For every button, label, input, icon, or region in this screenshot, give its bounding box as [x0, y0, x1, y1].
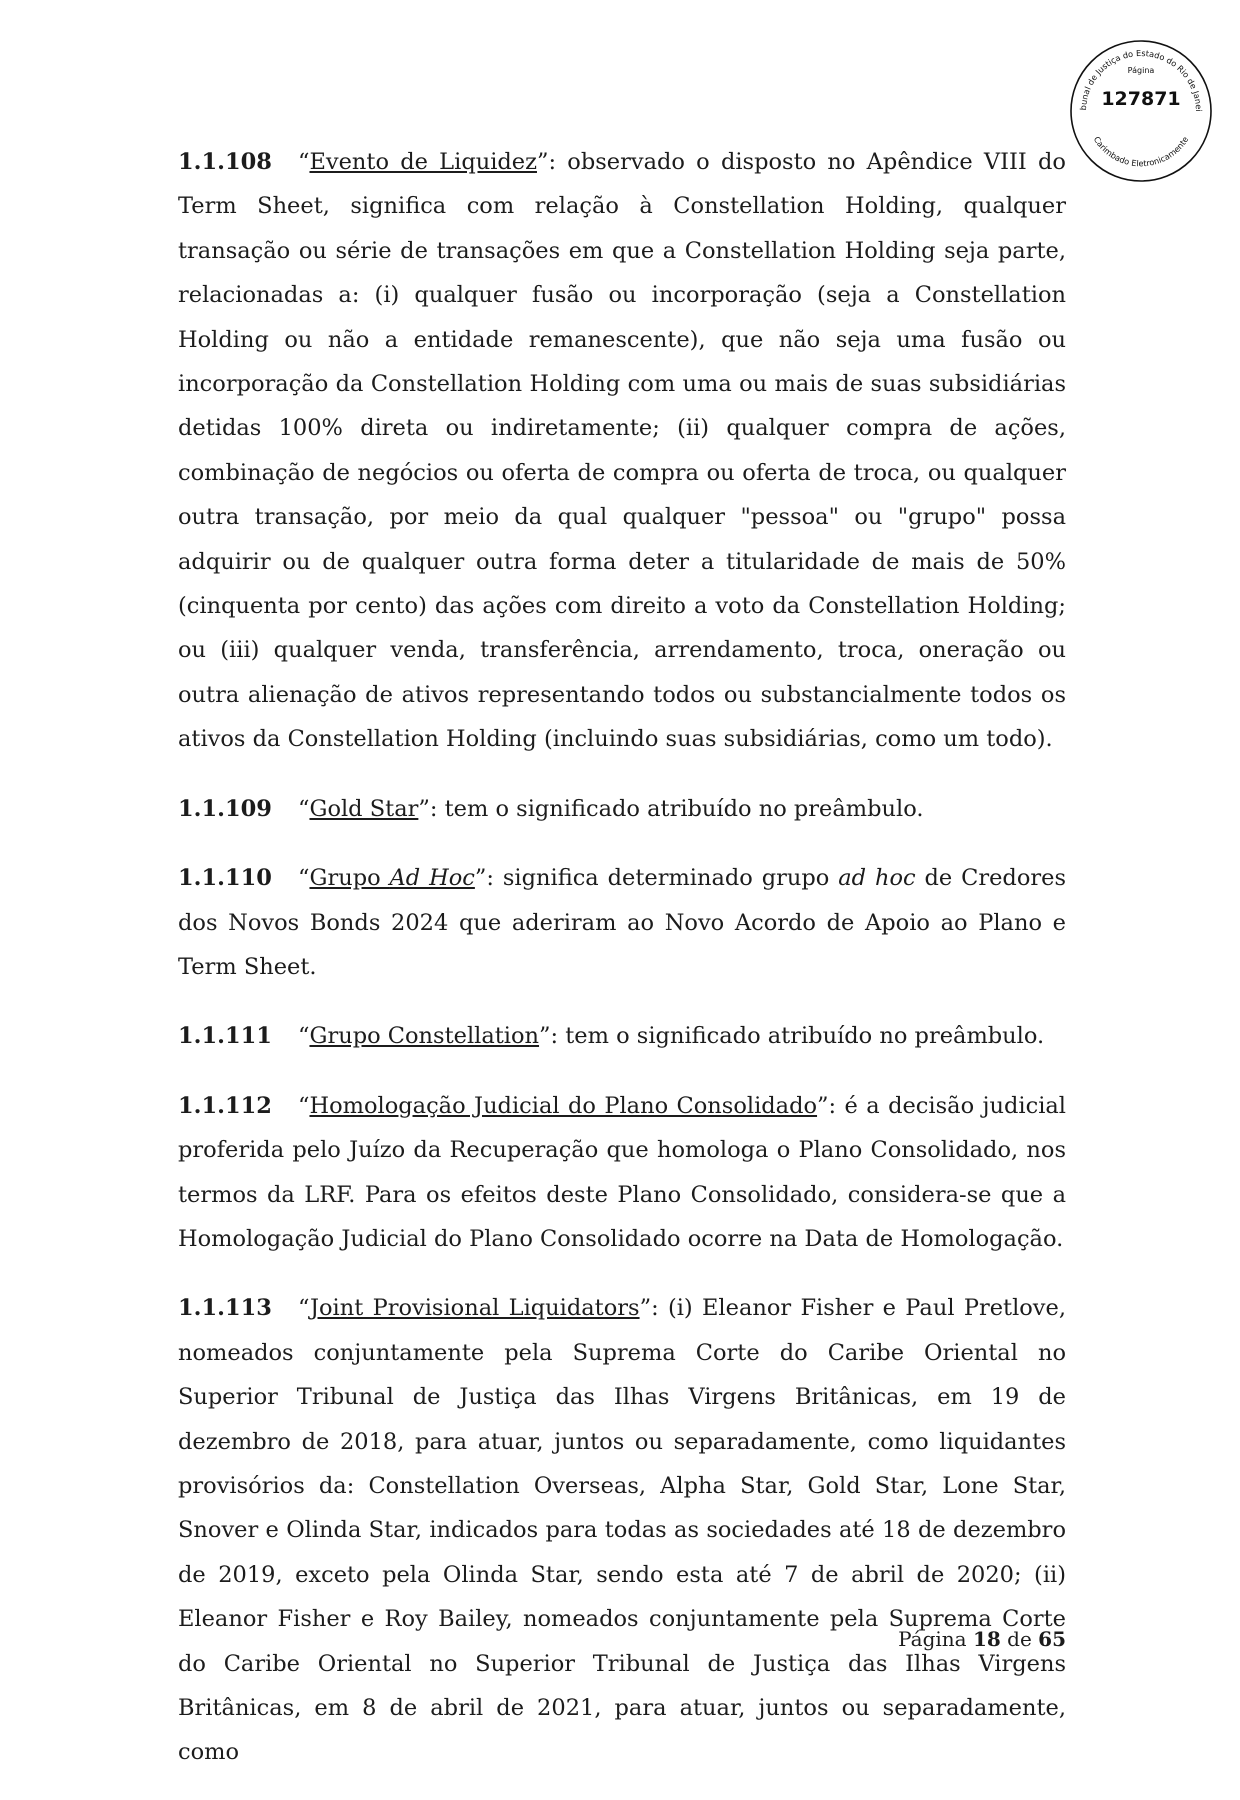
- clause-number: 1.1.111: [178, 1023, 272, 1050]
- clause-text: ”: é a decisão judicial proferida pelo Juízo da Recuperação que homologa o Plano Consolidado, nos termos da LRF. Para os efeitos deste Plano Consolidado, considera-se que a Homologação Judicial do Plano Consolidado ocorre na Data de Homologação.: [178, 1092, 1066, 1252]
- clause-number: 1.1.110: [178, 865, 272, 892]
- defined-term: [309, 865, 474, 891]
- defined-term: Gold Star: [309, 795, 419, 822]
- clause-number: 1.1.108: [178, 149, 272, 175]
- defined-term: Evento de Liquidez: [309, 149, 537, 175]
- stamp-label: Página: [1127, 66, 1155, 75]
- clause-text-after-italic: de Credores dos Novos Bonds 2024 que aderiram ao Novo Acordo de Apoio ao Plano e Term Sheet.: [178, 865, 1066, 980]
- clause-number: 1.1.112: [178, 1092, 272, 1119]
- clause-number: 1.1.113: [178, 1295, 272, 1322]
- open-quote: “: [297, 1023, 310, 1050]
- clause-number: 1.1.109: [178, 795, 272, 822]
- clause-text-before-italic: ”: significa determinado grupo: [474, 865, 839, 892]
- footer-current-page: 18: [972, 1627, 1001, 1651]
- footer-label: Página: [898, 1627, 967, 1651]
- court-stamp: [1066, 36, 1216, 186]
- stamp-seal-icon: [1066, 36, 1216, 186]
- clause-text: ”: (i) Eleanor Fisher e Paul Pretlove, nomeados conjuntamente pela Suprema Corte do Caribe Oriental no Superior Tribunal de Justiça das Ilhas Virgens Britânicas, em 19 de dezembro de 2018, para atuar, juntos ou separadamente, como liquidantes provisórios da: Constellation Overseas, Alpha Star, Gold Star, Lone Star, Snover e Olinda Star, indicados para todas as sociedades até 18 de dezembro de 2019, exceto pela Olinda Star, sendo esta até 7 de abril de 2020; (ii) Eleanor Fisher e Roy Bailey, nomeados conjuntamente pela Suprema Corte do Caribe Oriental no Superior Tribunal de Justiça das Ilhas Virgens Britânicas, em 8 de abril de 2021, para atuar, juntos ou separadamente, como: [178, 1295, 1066, 1766]
- page-footer: [898, 1627, 1066, 1651]
- clause-1-1-111: [178, 1014, 1066, 1058]
- defined-term-italic: Ad Hoc: [389, 865, 475, 892]
- clause-1-1-113: [178, 1286, 1066, 1774]
- clause-1-1-110: [178, 856, 1066, 989]
- open-quote: “: [297, 795, 310, 822]
- clause-text: ”: tem o significado atribuído no preâmbulo.: [539, 1023, 1045, 1050]
- stamp-number: 127871: [1101, 88, 1181, 110]
- defined-term-plain: Grupo: [309, 865, 390, 892]
- clause-text: ”: observado o disposto no Apêndice VIII do Term Sheet, significa com relação à Constellation Holding, qualquer transação ou série de transações em que a Constellation Holding seja parte, relacionadas a: (i) qualquer fusão ou incorporação (seja a Constellation Holding ou não a entidade remanescente), que não seja uma fusão ou incorporação da Constellation Holding com uma ou mais de suas subsidiárias detidas 100% direta ou indiretamente; (ii) qualquer compra de ações, combinação de negócios ou oferta de compra ou oferta de troca, ou qualquer outra transação, por meio da qual qualquer "pessoa" ou "grupo" possa adquirir ou de qualquer outra forma deter a titularidade de mais de 50% (cinquenta por cento) das ações com direito a voto da Constellation Holding; ou (iii) qualquer venda, transferência, arrendamento, troca, oneração ou outra alienação de ativos representando todos ou substancialmente todos os ativos da Constellation Holding (incluindo suas subsidiárias, como um todo).: [178, 149, 1066, 753]
- clause-1-1-108: [178, 140, 1066, 762]
- footer-total-pages: 65: [1038, 1627, 1066, 1651]
- open-quote: “: [297, 149, 310, 175]
- defined-term: Homologação Judicial do Plano Consolidado: [309, 1092, 818, 1119]
- open-quote: “: [297, 1295, 310, 1322]
- clause-text: ”: tem o significado atribuído no preâmbulo.: [418, 795, 924, 822]
- document-body: [178, 140, 1066, 1800]
- open-quote: “: [297, 865, 310, 892]
- clause-text-italic: ad hoc: [838, 865, 916, 892]
- stamp-bottom-text: Carimbado Eletronicamente: [1091, 134, 1191, 169]
- clause-1-1-112: [178, 1084, 1066, 1262]
- defined-term: Grupo Constellation: [309, 1023, 540, 1050]
- defined-term: Joint Provisional Liquidators: [309, 1295, 640, 1322]
- stamp-top-text: bunal de Justiça do Estado do Rio de Janei: [1077, 47, 1205, 112]
- clause-1-1-109: [178, 787, 1066, 831]
- footer-separator: de: [1007, 1627, 1032, 1651]
- open-quote: “: [297, 1092, 310, 1119]
